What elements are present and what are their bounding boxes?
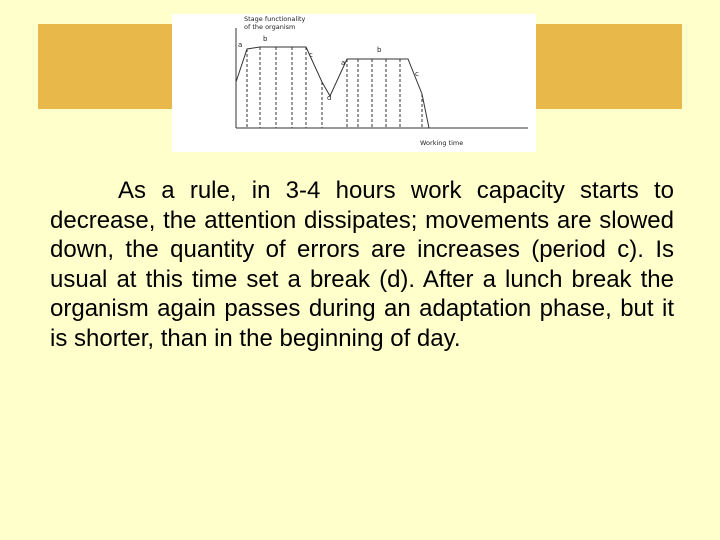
y-axis-label-line1: Stage functionality: [244, 15, 306, 23]
phase-label-a2: a: [341, 59, 346, 67]
phase-label-a: a: [238, 41, 243, 49]
phase-label-c2: c: [415, 70, 419, 78]
x-axis-label: Working time: [420, 139, 464, 147]
phase-label-b2: b: [377, 46, 382, 54]
phase-label-c: c: [309, 51, 313, 59]
body-paragraph: As a rule, in 3-4 hours work capacity starts to decrease, the attention dissipates; movements are slowed down, the quantity of errors are increases (period c). Is usual at this time set a break (d). After a lunch break the organism again passes during an adaptation phase, but it is shorter, than in the beginning of day.: [50, 177, 674, 352]
y-axis-label-line2: of the organism: [244, 23, 296, 31]
phase-label-d: d: [327, 94, 332, 102]
work-capacity-diagram: [172, 14, 536, 152]
work-capacity-figure: [172, 14, 536, 152]
phase-label-b: b: [263, 35, 268, 43]
